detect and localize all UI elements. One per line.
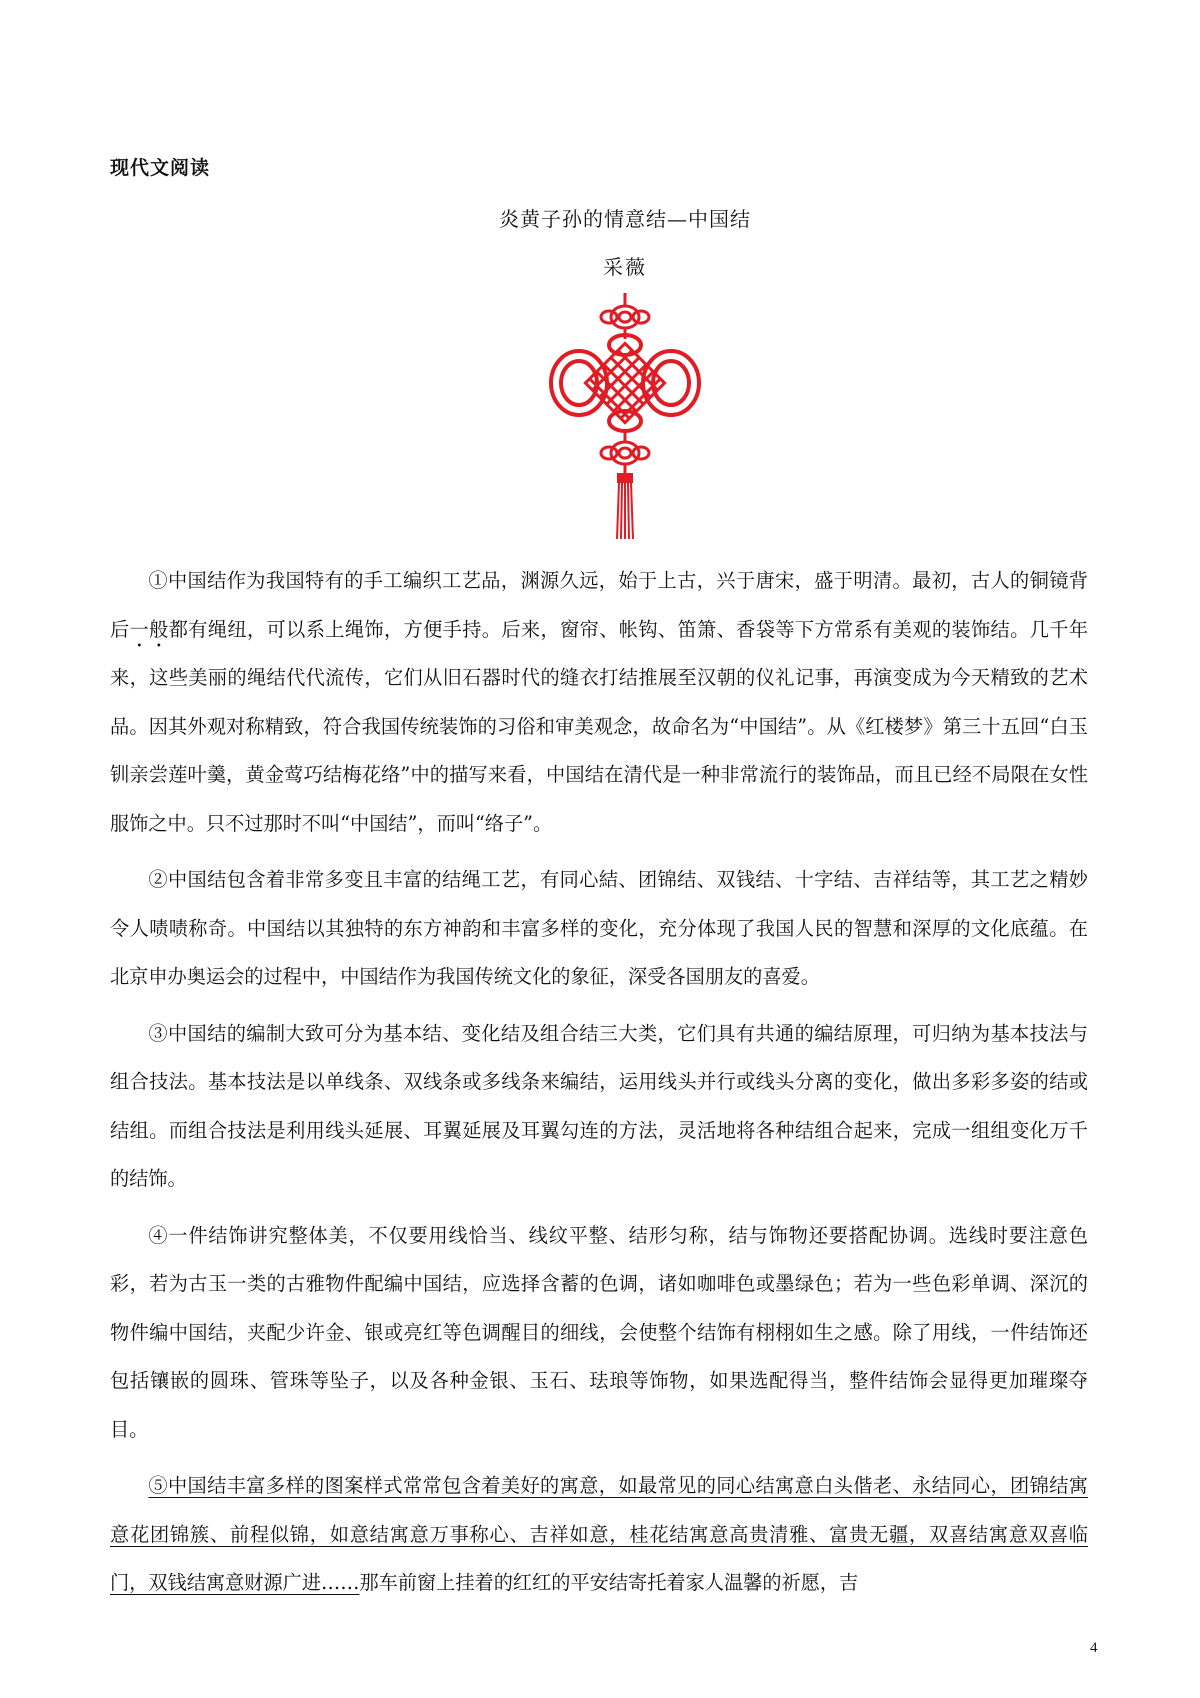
paragraph-5-rest: 那车前窗上挂着的红红的平安结寄托着家人温馨的祈愿，吉 bbox=[359, 1571, 859, 1594]
paragraph-1-part-b: 都有绳纽，可以系上绳饰，方便手持。后来，窗帘、帐钩、笛箫、香袋等下方常系有美观的装饰结。几千年来，这些美丽的绳结代代流传，它们从旧石器时代的缝衣打结推展至汉朝的仪礼记事，再演变成为今天精致的艺术品。因其外观对称精致，符合我国传统装饰的习俗和审美观念，故命名为“中国结”。从《红楼梦》第三十五回“白玉钏亲尝莲叶羹，黄金莺巧结梅花络”中的描写来看，中国结在清代是一种非常流行的装饰品，而且已经不局限在女性服饰之中。只不过那时不叫“中国结”，而叫“络子”。 bbox=[110, 617, 1089, 835]
section-title: 现代文阅读 bbox=[110, 157, 211, 179]
article-body bbox=[110, 557, 1088, 1616]
article-title: 炎黄子孙的情意结—中国结 bbox=[499, 207, 751, 231]
chinese-knot-icon bbox=[545, 293, 705, 539]
page-number: 4 bbox=[1090, 1640, 1098, 1656]
paragraph-3: ③中国结的编制大致可分为基本结、变化结及组合结三大类，它们具有共通的编结原理，可归纳为基本技法与组合技法。基本技法是以单线条、双线条或多线条来编结，运用线头并行或线头分离的变化，做出多彩多姿的结或结组。而组合技法是利用线头延展、耳翼延展及耳翼勾连的方法，灵活地将各种结组合起来，完成一组组变化万千的结饰。 bbox=[110, 1021, 1088, 1190]
paragraph-4: ④一件结饰讲究整体美，不仅要用线恰当、线纹平整、结形匀称，结与饰物还要搭配协调。选线时要注意色彩，若为古玉一类的古雅物件配编中国结，应选择含蓄的色调，诸如咖啡色或墨绿色；若为一些色彩单调、深沉的物件编中国结，夹配少许金、银或亮红等色调醒目的细线，会使整个结饰有栩栩如生之感。除了用线，一件结饰还包括镶嵌的圆珠、管珠等坠子，以及各种金银、玉石、珐琅等饰物，如果选配得当，整件结饰会显得更加璀璨夺目。 bbox=[110, 1223, 1088, 1441]
paragraph-1-part-a: ①中国结作为我国特有的手工编织工艺品，渊源久远，始于上古，兴于唐宋，盛于明清。最初，古人的铜镜背后 bbox=[110, 569, 1088, 641]
article-author: 采薇 bbox=[603, 255, 647, 279]
paragraph-2: ②中国结包含着非常多变且丰富的结绳工艺，有同心結、团锦结、双钱结、十字结、吉祥结等，其工艺之精妙令人啧啧称奇。中国结以其独特的东方神韵和丰富多样的变化，充分体现了我国人民的智慧和深厚的文化底蕴。在北京申办奥运会的过程中，中国结作为我国传统文化的象征，深受各国朋友的喜爱。 bbox=[110, 868, 1088, 988]
paragraph-1 bbox=[110, 557, 1088, 848]
dotted-emphasis: 一般 bbox=[129, 617, 169, 641]
paragraph-5 bbox=[110, 1462, 1088, 1608]
underlined-text: ⑤中国结丰富多样的图案样式常常包含着美好的寓意，如最常见的同心结寓意白头偕老、永结同心，团锦结寓意花团锦簇、前程似锦，如意结寓意万事称心、吉祥如意，桂花结寓意高贵清雅、富贵无疆，双喜结寓意双喜临门，双钱结寓意财源广进…… bbox=[110, 1474, 1088, 1594]
